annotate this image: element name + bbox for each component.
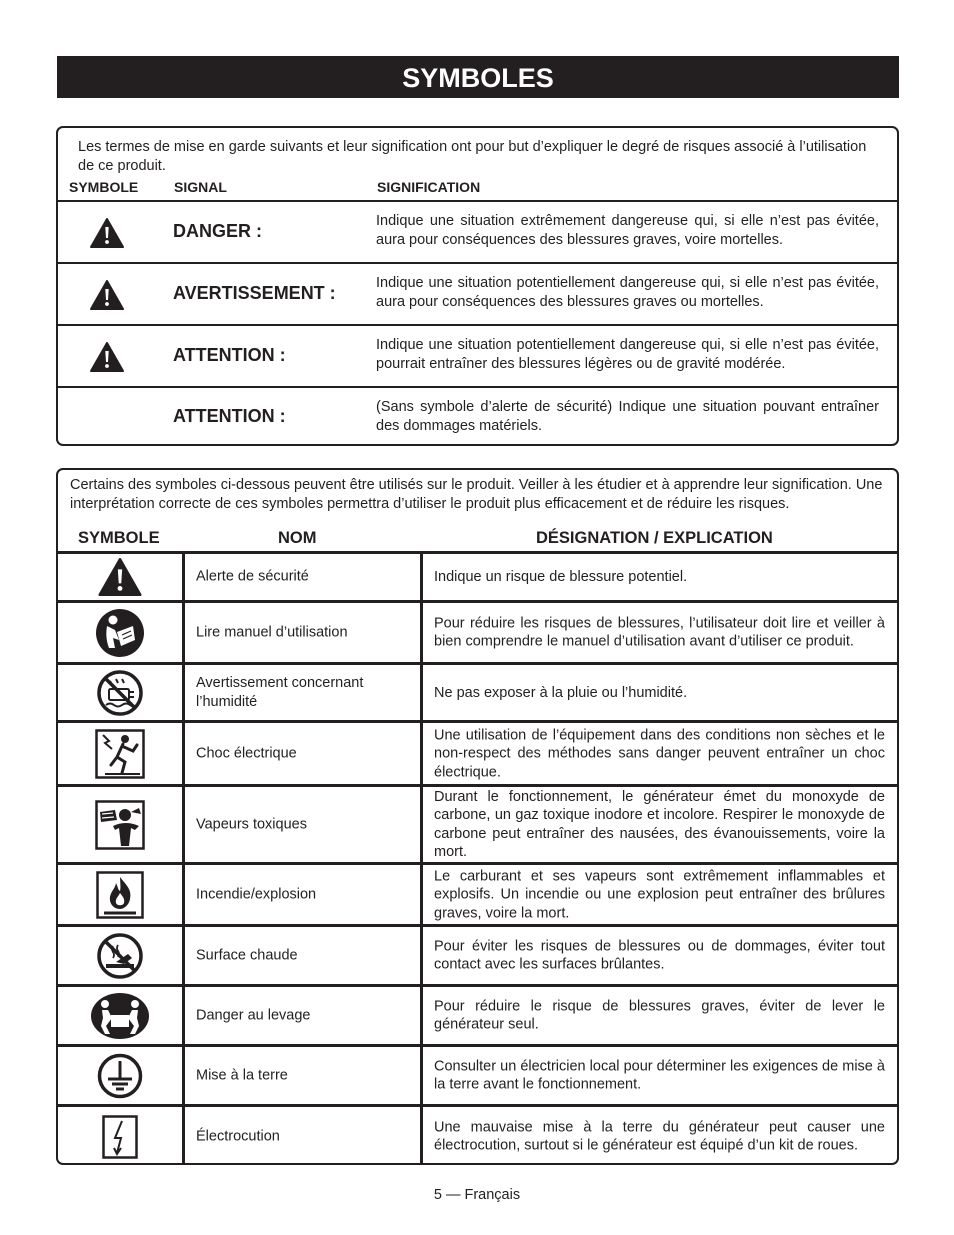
- warning-triangle-icon: [90, 342, 124, 372]
- symbol-name: Lire manuel d’utilisation: [196, 624, 348, 640]
- signal-intro: Les termes de mise en garde suivants et leur signification ont pour but d’expliquer le degré de risques associé à l’utilisation de ce produit.: [78, 139, 867, 174]
- read-manual-icon: [95, 608, 145, 658]
- warning-triangle-icon: [90, 218, 124, 248]
- signal-meaning: Indique une situation potentiellement dangereuse qui, si elle n’est pas évitée, pourrait entraîner des blessures légères ou de gravité modérée.: [376, 337, 879, 372]
- symbol-explanation: Pour éviter les risques de blessures ou de dommages, éviter tout contact avec les surfaces brûlantes.: [434, 938, 885, 973]
- electrocution-icon: [102, 1115, 138, 1159]
- signal-meaning: Indique une situation extrêmement dangereuse qui, si elle n’est pas évitée, aura pour conséquences des blessures graves, voire mortelles.: [376, 213, 879, 248]
- symbol-name: Avertissement concernant l’humidité: [196, 674, 364, 710]
- symbol-explanation: Pour réduire les risques de blessures, l’utilisateur doit lire et veiller à bien comprendre le manuel d’utilisation avant d’utiliser ce produit.: [434, 615, 885, 650]
- signal-row-avertissement: [58, 262, 897, 325]
- symbols-header-explanation: DÉSIGNATION / EXPLICATION: [536, 529, 773, 547]
- symbol-row: [58, 662, 897, 720]
- symbol-row: [58, 551, 897, 600]
- wet-conditions-icon: [96, 669, 144, 717]
- symbol-explanation: Pour réduire le risque de blessures graves, éviter de lever le générateur seul.: [434, 998, 885, 1033]
- signal-row-danger: [58, 200, 897, 263]
- electric-shock-icon: [95, 729, 145, 779]
- signal-word: ATTENTION :: [173, 345, 286, 365]
- symbol-explanation: Indique un risque de blessure potentiel.: [434, 568, 688, 585]
- symbol-row: [58, 784, 897, 862]
- signal-header-meaning: SIGNIFICATION: [377, 179, 481, 195]
- symbols-box: [56, 468, 899, 1165]
- symbol-row: [58, 924, 897, 984]
- signal-header-signal: SIGNAL: [174, 179, 227, 195]
- symbol-row: [58, 1044, 897, 1104]
- symbol-explanation: Une utilisation de l’équipement dans des conditions non sèches et le non-respect des méthodes sans danger peuvent entraîner un choc électrique.: [434, 726, 885, 780]
- signal-header-symbol: SYMBOLE: [69, 179, 139, 195]
- toxic-fumes-icon: [95, 800, 145, 850]
- symbol-row: [58, 862, 897, 924]
- lifting-hazard-icon: [90, 992, 150, 1040]
- symbol-row: [58, 600, 897, 662]
- symbols-intro: Certains des symboles ci-dessous peuvent être utilisés sur le produit. Veiller à les étudier et à apprendre leur signification. Une interprétation correcte de ces symboles permettra d’utiliser le produit plus efficacement et de réduire les risques.: [70, 477, 883, 512]
- warning-triangle-icon: [90, 280, 124, 310]
- signal-meaning: Indique une situation potentiellement dangereuse qui, si elle n’est pas évitée, aura pour conséquences des blessures graves ou mortelles.: [376, 275, 879, 310]
- symbol-explanation: Le carburant et ses vapeurs sont extrêmement inflammables et explosifs. Un incendie ou une explosion peut entraîner des brûlures graves, voire la mort.: [434, 867, 885, 921]
- symbol-explanation: Une mauvaise mise à la terre du générateur peut causer une électrocution, surtout si le générateur est équipé d’un kit de roues.: [434, 1119, 885, 1154]
- safety-alert-icon: [98, 558, 142, 596]
- symbol-explanation: Consulter un électricien local pour déterminer les exigences de mise à la terre avant le fonctionnement.: [434, 1058, 885, 1093]
- signal-word: ATTENTION :: [173, 406, 286, 426]
- ground-icon: [97, 1053, 143, 1099]
- signal-word: DANGER :: [173, 221, 262, 241]
- symbol-row: [58, 1104, 897, 1165]
- symbol-name: Danger au levage: [196, 1007, 311, 1023]
- page-title: SYMBOLES: [57, 56, 899, 98]
- signal-row-attention: [58, 324, 897, 387]
- symbols-header-symbol: SYMBOLE: [78, 529, 160, 547]
- symbol-name: Choc électrique: [196, 745, 297, 761]
- signal-words-box: [56, 126, 899, 446]
- symbols-header-name: NOM: [278, 529, 317, 547]
- symbol-name: Surface chaude: [196, 947, 298, 963]
- hot-surface-icon: [96, 932, 144, 980]
- symbol-row: [58, 984, 897, 1044]
- signal-word: AVERTISSEMENT :: [173, 283, 336, 303]
- signal-meaning: (Sans symbole d’alerte de sécurité) Indique une situation pouvant entraîner des dommages matériels.: [376, 399, 879, 434]
- symbol-name: Incendie/explosion: [196, 886, 317, 902]
- symbol-name: Électrocution: [196, 1128, 280, 1144]
- symbol-name: Vapeurs toxiques: [196, 816, 307, 832]
- symbol-name: Mise à la terre: [196, 1067, 288, 1083]
- page-footer: 5 — Français: [433, 1187, 521, 1203]
- signal-row-attention-no-symbol: [58, 386, 897, 444]
- symbol-row: [58, 720, 897, 784]
- symbol-name: Alerte de sécurité: [196, 568, 309, 585]
- symbol-explanation: Ne pas exposer à la pluie ou l’humidité.: [434, 684, 688, 701]
- fire-icon: [96, 871, 144, 919]
- symbol-explanation: Durant le fonctionnement, le générateur émet du monoxyde de carbone, un gaz toxique inodore et incolore. Respirer le monoxyde de carbone peut entraîner des nausées, des évanouissements, voire la mort.: [434, 788, 885, 860]
